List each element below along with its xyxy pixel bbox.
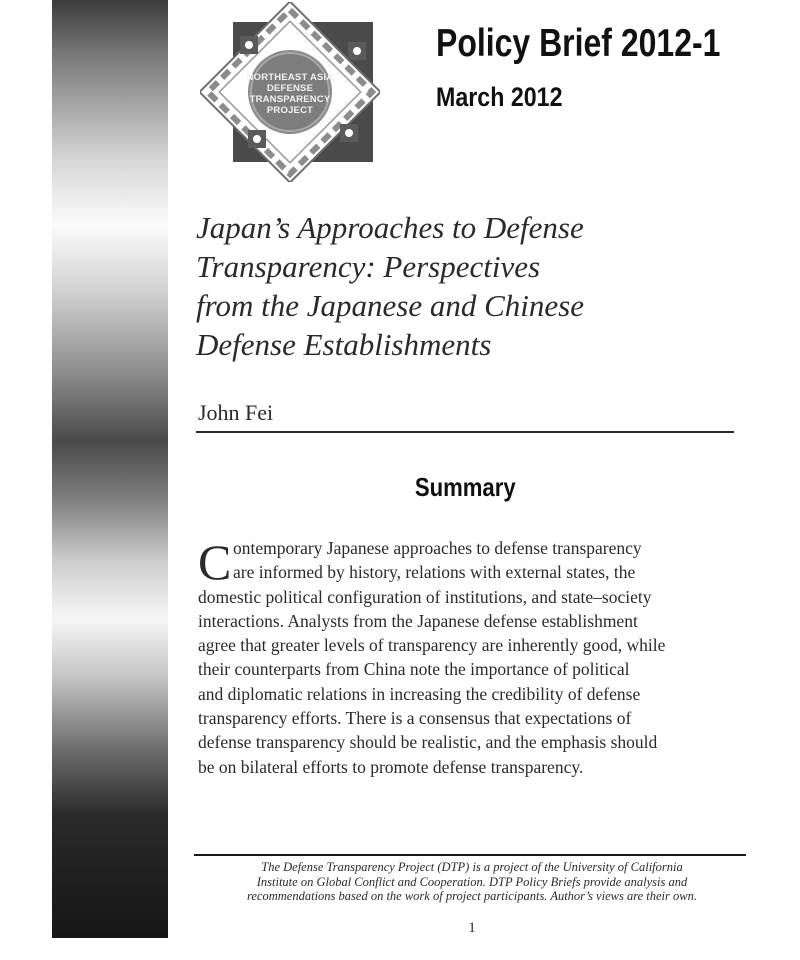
title-line: Japan’s Approaches to Defense: [196, 210, 584, 245]
title-line: Defense Establishments: [196, 327, 492, 362]
drop-cap: C: [198, 534, 232, 590]
summary-line: ontemporary Japanese approaches to defense transparency: [233, 538, 642, 558]
footer-line: Institute on Global Conflict and Cooperation. DTP Policy Briefs provide analysis and: [256, 874, 688, 889]
logo-text: [236, 72, 344, 116]
page-number: 1: [468, 920, 476, 936]
logo-line: DEFENSE: [266, 83, 314, 94]
logo-line: NORTHEAST ASIA: [246, 72, 334, 83]
logo-line: TRANSPARENCY: [249, 94, 331, 105]
author-name: John Fei: [198, 400, 274, 425]
title-line: from the Japanese and Chinese: [196, 288, 584, 323]
footer-divider: [194, 854, 746, 856]
publication-date: March 2012: [436, 82, 563, 112]
summary-line: interactions. Analysts from the Japanese defense establishment: [198, 610, 638, 631]
footer-note: [196, 860, 748, 904]
title-line: Transparency: Perspectives: [196, 249, 541, 284]
summary-line: are informed by history, relations with external states, the: [233, 562, 636, 583]
policy-brief-number: Policy Brief 2012-1: [436, 22, 721, 65]
footer-line: recommendations based on the work of project participants. Author’s views are their own.: [247, 889, 697, 903]
document-title: [196, 208, 756, 364]
summary-line: their counterparts from China note the importance of political: [198, 659, 630, 680]
summary-line: domestic political configuration of institutions, and state–society: [198, 586, 652, 607]
logo-line: PROJECT: [266, 105, 314, 116]
summary-line: transparency efforts. There is a consensus that expectations of: [198, 708, 632, 729]
decorative-gradient-band: [52, 0, 168, 938]
summary-line: be on bilateral efforts to promote defense transparency.: [198, 756, 584, 777]
summary-paragraph: [198, 536, 718, 779]
divider: [196, 431, 734, 433]
summary-line: and diplomatic relations in increasing the credibility of defense: [198, 683, 641, 704]
summary-line: agree that greater levels of transparency are inherently good, while: [198, 635, 666, 656]
summary-heading-text: Summary: [414, 472, 516, 502]
summary-heading: [196, 472, 734, 503]
summary-line: defense transparency should be realistic, and the emphasis should: [198, 732, 658, 753]
footer-line: The Defense Transparency Project (DTP) is a project of the University of California: [261, 860, 683, 874]
